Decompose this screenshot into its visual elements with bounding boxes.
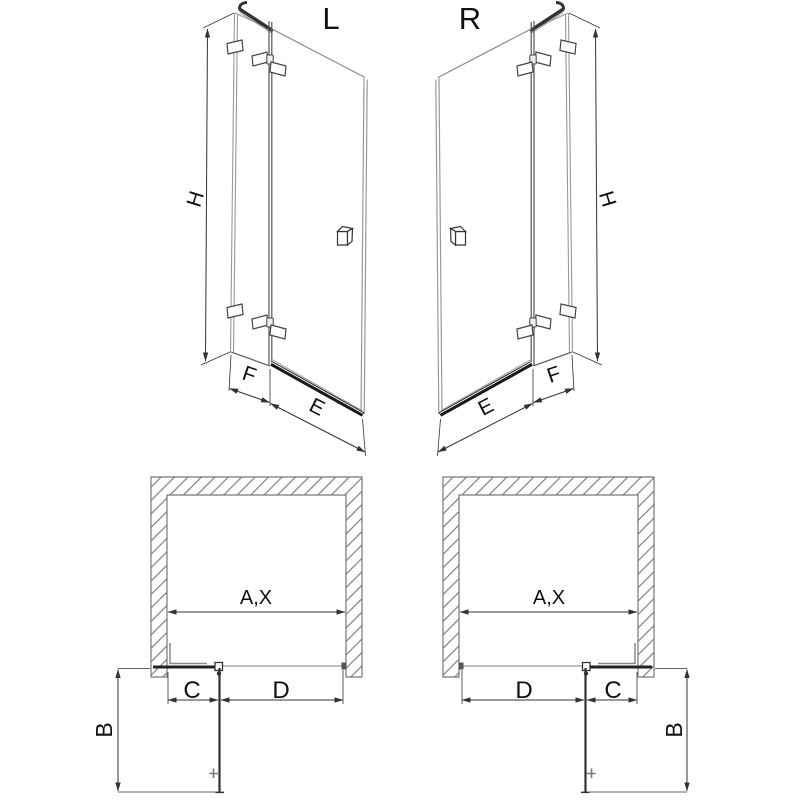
label-fixed-segment-right: C [604, 677, 622, 704]
elevation-right-group [436, 1, 621, 456]
label-opening-right: A,X [532, 587, 566, 609]
label-fixed-width-right: F [544, 361, 564, 388]
label-variant-left: L [322, 1, 340, 36]
label-height-right: H [594, 188, 621, 210]
plan-right-group [443, 477, 687, 793]
label-entry-depth-right: B [661, 722, 687, 738]
plan-left-group [91, 477, 362, 793]
label-entry-depth-left: B [91, 722, 117, 738]
label-fixed-segment-left: C [183, 677, 201, 704]
label-variant-right: R [458, 1, 482, 36]
label-opening-left: A,X [239, 587, 273, 609]
label-fixed-width-left: F [239, 361, 259, 388]
plan-left-walls [151, 477, 362, 677]
plan-right-walls [443, 477, 654, 677]
label-door-segment-left: D [272, 677, 290, 704]
elevation-geometry-left [201, 3, 367, 457]
label-height-left: H [182, 188, 209, 210]
elevation-left-group [183, 1, 368, 456]
label-door-width-right: E [474, 393, 498, 421]
label-door-segment-right: D [515, 677, 533, 704]
label-door-width-left: E [305, 393, 329, 421]
elevation-geometry-right [436, 3, 602, 457]
